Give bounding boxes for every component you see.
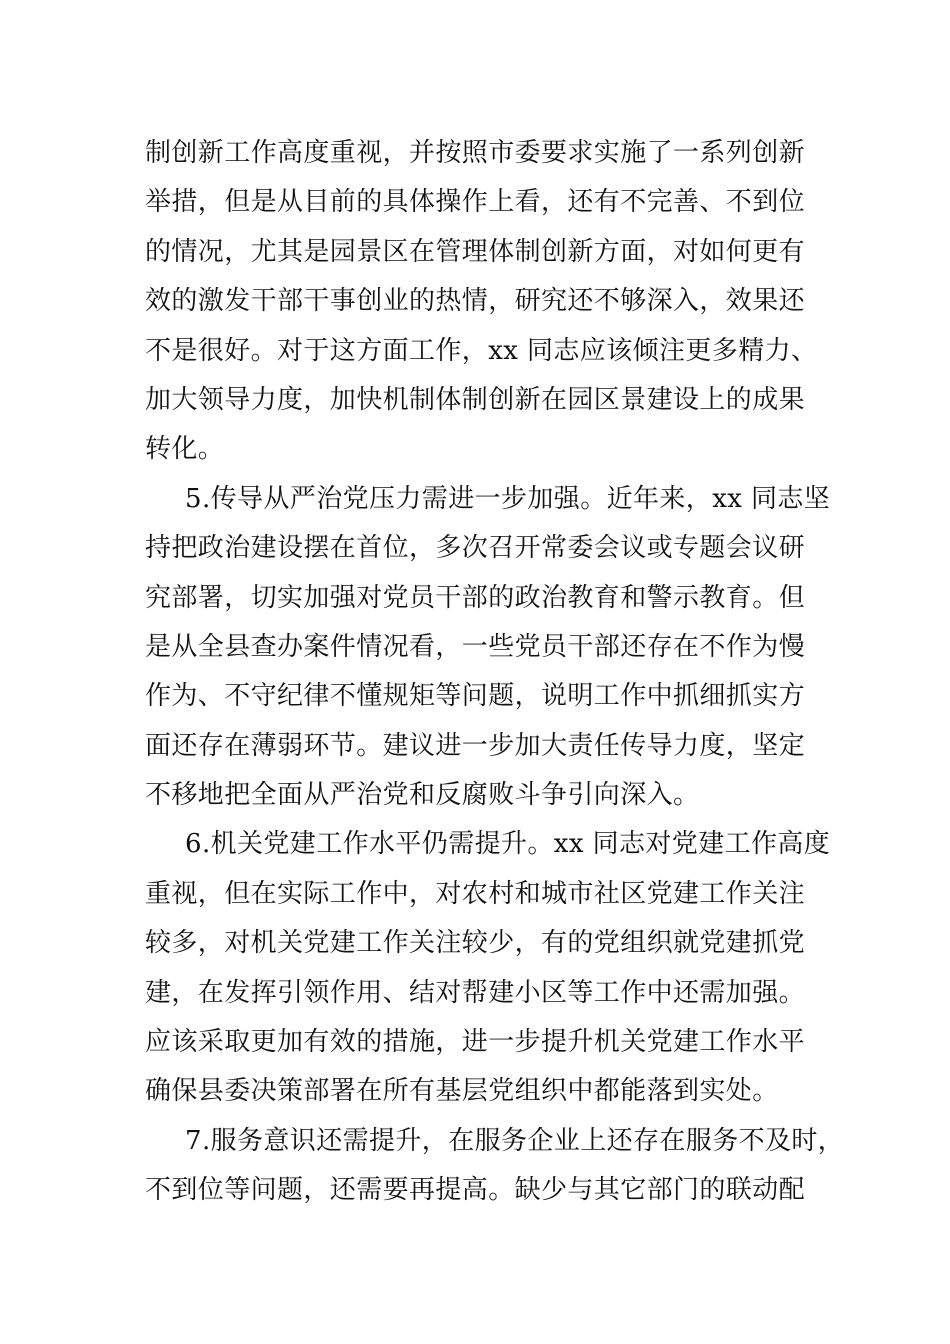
text-line: 究部署，切实加强对党员干部的政治教育和警示教育。但 xyxy=(145,582,806,613)
text-line: 不移地把全面从严治党和反腐败斗争引向深入。 xyxy=(145,780,700,811)
text-line: 确保县委决策部署在所有基层党组织中都能落到实处。 xyxy=(145,1076,779,1107)
text-line: 面还存在薄弱环节。建议进一步加大责任传导力度，坚定 xyxy=(145,730,806,761)
text-line: 7.服务意识还需提升，在服务企业上还存在服务不及时， xyxy=(185,1125,845,1156)
text-line: 不到位等问题，还需要再提高。缺少与其它部门的联动配 xyxy=(145,1175,806,1206)
text-line: 持把政治建设摆在首位，多次召开常委会议或专题会议研 xyxy=(145,533,806,564)
text-line: 效的激发干部干事创业的热情，研究还不够深入，效果还 xyxy=(145,286,806,317)
text-line: 建，在发挥引领作用、结对帮建小区等工作中还需加强。 xyxy=(145,977,806,1008)
text-line: 加大领导力度，加快机制体制创新在园区景建设上的成果 xyxy=(145,384,806,415)
text-line: 是从全县查办案件情况看，一些党员干部还存在不作为慢 xyxy=(145,631,806,662)
document-body xyxy=(145,129,845,1216)
text-line: 制创新工作高度重视，并按照市委要求实施了一系列创新 xyxy=(145,138,806,168)
text-line: 作为、不守纪律不懂规矩等问题，说明工作中抓细抓实方 xyxy=(145,681,806,712)
text-line: 6.机关党建工作水平仍需提升。xx 同志对党建工作高度 xyxy=(185,829,831,860)
text-line: 不是很好。对于这方面工作，xx 同志应该倾注更多精力、 xyxy=(145,335,818,366)
text-line: 转化。 xyxy=(145,434,225,465)
text-line: 较多，对机关党建工作关注较少，有的党组织就党建抓党 xyxy=(145,928,806,959)
text-line: 重视，但在实际工作中，对农村和城市社区党建工作关注 xyxy=(145,878,806,909)
text-line: 应该采取更加有效的措施，进一步提升机关党建工作水平 xyxy=(145,1027,806,1058)
text-line: 举措，但是从目前的具体操作上看，还有不完善、不到位 xyxy=(145,187,806,218)
text-line: 5.传导从严治党压力需进一步加强。近年来，xx 同志坚 xyxy=(185,483,831,514)
text-line: 的情况，尤其是园景区在管理体制创新方面，对如何更有 xyxy=(145,236,806,267)
